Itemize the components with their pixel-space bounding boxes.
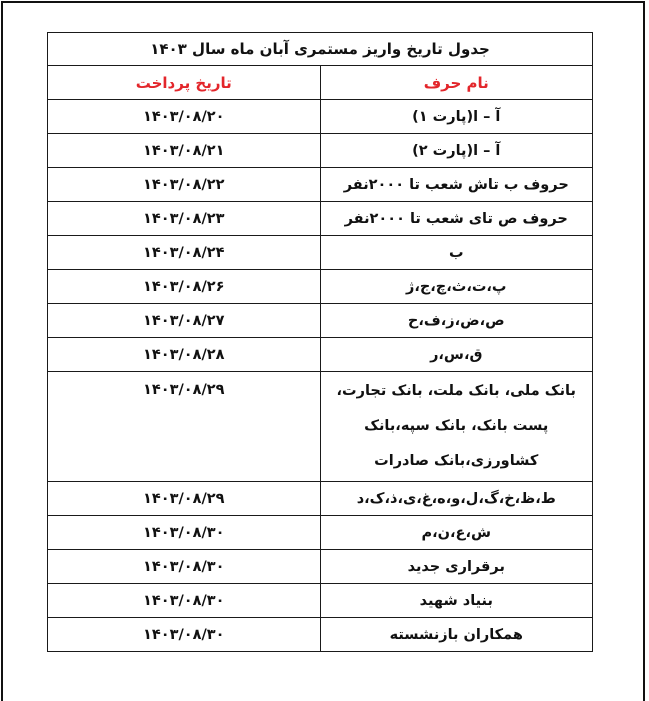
date-value: ۱۴۰۳/۰۸/۳۰ [143,626,225,643]
date-value: ۱۴۰۳/۰۸/۲۴ [143,244,225,261]
date-value: ۱۴۰۳/۰۸/۲۹ [143,490,225,507]
row-date [48,516,321,550]
row-name: ط،ظ،خ،گ،ل،و،ه،غ،ی،ذ،ک،د [320,482,593,516]
row-name: آ – ا(پارت ۲) [320,134,593,168]
table-row [48,134,593,168]
row-date [48,100,321,134]
row-name: ب [320,236,593,270]
table-row [48,372,593,482]
column-header-name: نام حرف [320,66,593,100]
date-value: ۱۴۰۳/۰۸/۳۰ [143,558,225,575]
row-date [48,482,321,516]
title-row [48,33,593,66]
table-row [48,202,593,236]
date-value: ۱۴۰۳/۰۸/۲۱ [143,142,225,159]
row-date [48,134,321,168]
date-value: ۱۴۰۳/۰۸/۲۰ [143,108,225,125]
row-date [48,338,321,372]
row-date [48,236,321,270]
row-date [48,618,321,652]
table-row [48,100,593,134]
row-date [48,270,321,304]
table-row [48,338,593,372]
row-date [48,202,321,236]
row-name: ق،س،ر [320,338,593,372]
date-value: ۱۴۰۳/۰۸/۲۳ [143,210,225,227]
row-name: همکاران بازنشسته [320,618,593,652]
row-name: پ،ت،ث،چ،ج،ژ [320,270,593,304]
table-row [48,516,593,550]
row-date [48,304,321,338]
date-value: ۱۴۰۳/۰۸/۳۰ [143,524,225,541]
row-name: حروف ب تاش شعب تا ۲۰۰۰نفر [320,168,593,202]
table-row [48,236,593,270]
table-row [48,270,593,304]
date-value: ۱۴۰۳/۰۸/۲۸ [143,346,225,363]
table-row [48,584,593,618]
date-value: ۱۴۰۳/۰۸/۲۲ [143,176,225,193]
row-date [48,372,321,482]
row-name: حروف ص تای شعب تا ۲۰۰۰نفر [320,202,593,236]
column-header-date: تاریخ پرداخت [48,66,321,100]
table-row [48,168,593,202]
row-name: برقراری جدید [320,550,593,584]
row-name: ش،ع،ن،م [320,516,593,550]
table-row [48,550,593,584]
row-name: بنیاد شهید [320,584,593,618]
date-value: ۱۴۰۳/۰۸/۲۹ [143,382,225,398]
date-value: ۱۴۰۳/۰۸/۳۰ [143,592,225,609]
date-value: ۱۴۰۳/۰۸/۲۶ [143,278,225,295]
row-date [48,550,321,584]
row-name: بانک ملی، بانک ملت، بانک تجارت، پست بانک، بانک سپه،بانک کشاورزی،بانک صادرات [320,372,593,482]
header-row [48,66,593,100]
row-date [48,168,321,202]
payment-schedule-table [47,32,593,652]
table-title: جدول تاریخ واریز مستمری آبان ماه سال ۱۴۰۳ [48,33,593,66]
row-date [48,584,321,618]
date-value: ۱۴۰۳/۰۸/۲۷ [143,312,225,329]
row-name: آ – ا(پارت ۱) [320,100,593,134]
table-row [48,304,593,338]
table-row [48,618,593,652]
table-row [48,482,593,516]
row-name: ص،ض،ز،ف،ح [320,304,593,338]
